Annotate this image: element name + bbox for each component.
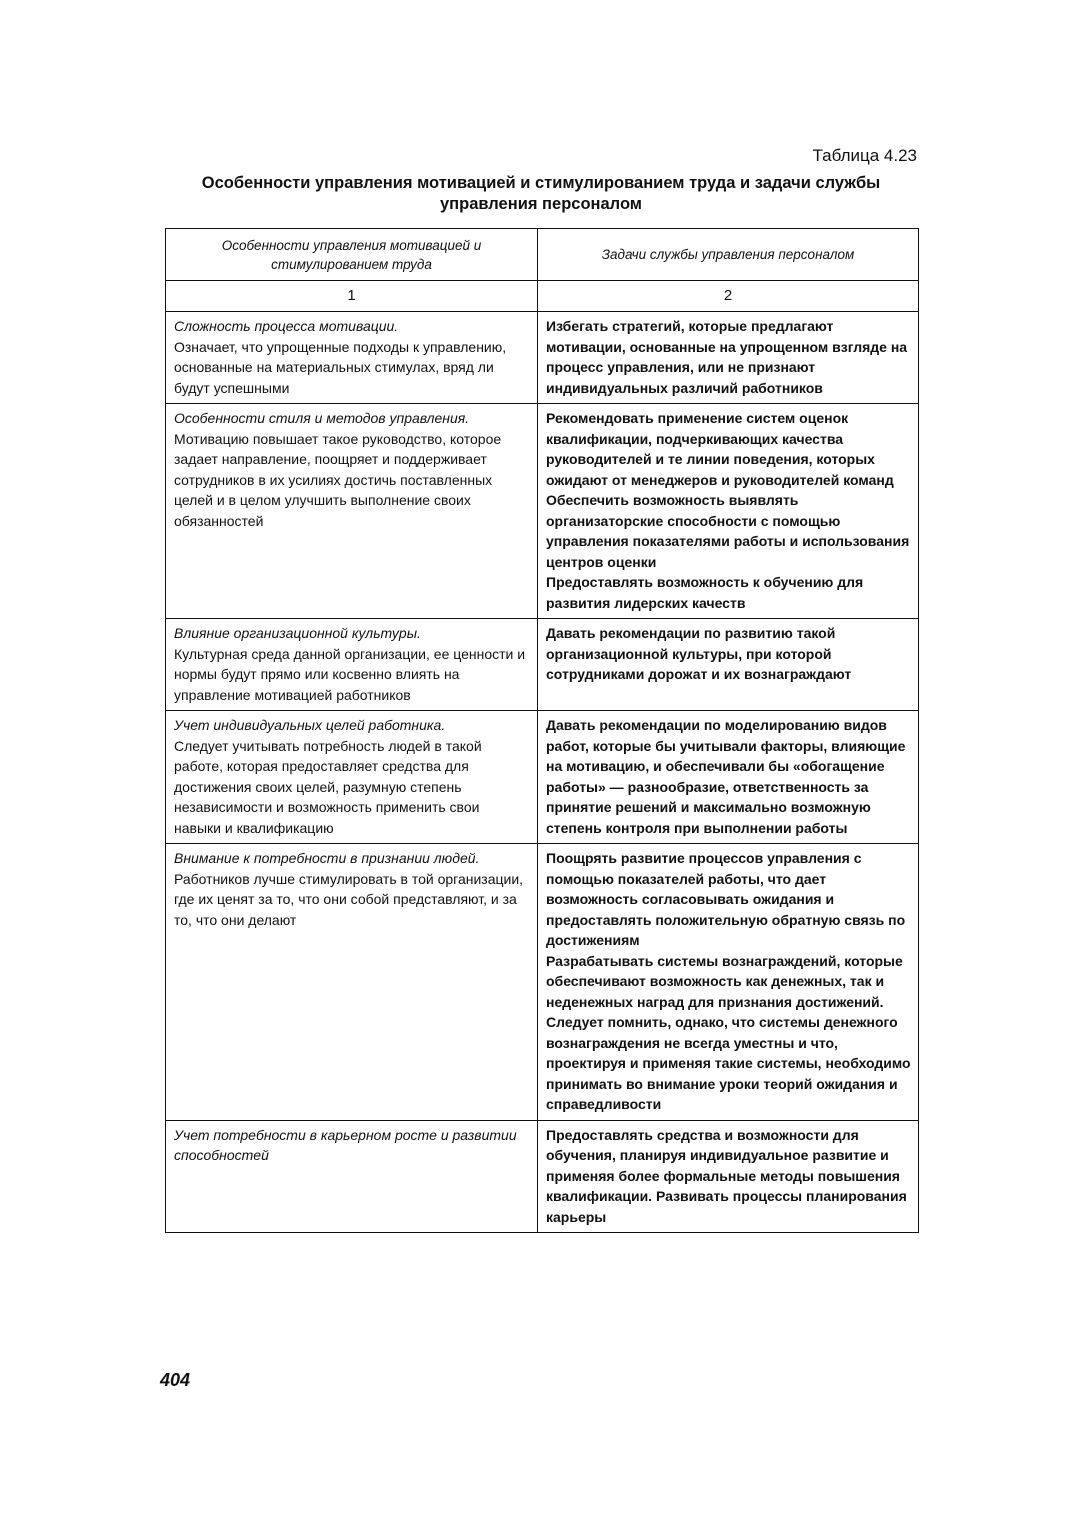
task-text: Предоставлять возможность к обучению для развития лидерских качеств bbox=[546, 574, 864, 611]
task-text: Разрабатывать системы вознаграждений, которые обеспечивают возможность как денежных, так и неденежных наград для признания достижений. Следует помнить, однако, что системы денежного вознаграждения не всегда уместны и что, проектируя и применяя такие системы, необходимо принимать во внимание уроки теорий ожидания и справедливости bbox=[546, 952, 911, 1112]
table-row bbox=[166, 711, 919, 844]
feature-title: Особенности стиля и методов управления. bbox=[174, 410, 470, 426]
feature-cell bbox=[166, 404, 538, 619]
feature-text: Работников лучше стимулировать в той организации, где их ценят за то, что они собой представляют, и за то, что они делают bbox=[174, 870, 524, 928]
feature-text: Следует учитывать потребность людей в такой работе, которая предоставляет средства для достижения своих целей, разумную степень независимости и возможность применить свои навыки и квалификацию bbox=[174, 737, 482, 836]
feature-cell bbox=[166, 1120, 538, 1233]
table-row bbox=[166, 404, 919, 619]
feature-title: Влияние организационной культуры. bbox=[174, 625, 421, 641]
task-text: Давать рекомендации по моделированию видов работ, которые бы учитывали факторы, влияющие на мотивацию, и обеспечивали бы «обогащение работы» — разнообразие, ответственность за принятие решений и максимально возможную степень контроля при выполнении работы bbox=[546, 717, 906, 836]
feature-cell bbox=[166, 711, 538, 844]
feature-text: Мотивацию повышает такое руководство, которое задает направление, поощряет и поддерживает сотрудников в их усилиях достичь поставленных целей и в целом улучшить выполнение своих обязанностей bbox=[174, 430, 502, 529]
table-row bbox=[166, 619, 919, 711]
task-text: Обеспечить возможность выявлять организаторские способности с помощью управления показателями работы и использования центров оценки bbox=[546, 492, 910, 570]
feature-cell bbox=[166, 312, 538, 404]
column-number-1: 1 bbox=[166, 281, 538, 312]
table-header-row bbox=[166, 229, 919, 281]
feature-title: Учет потребности в карьерном росте и развитии способностей bbox=[174, 1126, 517, 1163]
feature-title: Внимание к потребности в признании людей. bbox=[174, 850, 480, 866]
column-number-row bbox=[166, 281, 919, 312]
task-text: Рекомендовать применение систем оценок квалификации, подчеркивающих качества руководителей и те линии поведения, которых ожидают от менеджеров и руководителей команд bbox=[546, 410, 894, 488]
table-title: Особенности управления мотивацией и стимулированием труда и задачи службы управления персоналом bbox=[201, 174, 881, 213]
table-number: Таблица 4.23 bbox=[812, 146, 917, 165]
tasks-cell bbox=[538, 711, 919, 844]
feature-title: Сложность процесса мотивации. bbox=[174, 318, 399, 334]
tasks-cell bbox=[538, 404, 919, 619]
tasks-cell bbox=[538, 619, 919, 711]
feature-cell bbox=[166, 844, 538, 1121]
task-text: Предоставлять средства и возможности для обучения, планируя индивидуальное развитие и применяя более формальные методы повышения квалификации. Развивать процессы планирования карьеры bbox=[546, 1126, 907, 1225]
tasks-cell bbox=[538, 1120, 919, 1233]
tasks-cell bbox=[538, 844, 919, 1121]
column-number-2: 2 bbox=[538, 281, 919, 312]
table-row bbox=[166, 844, 919, 1121]
feature-text: Означает, что упрощенные подходы к управлению, основанные на материальных стимулах, вряд ли будут успешными bbox=[174, 338, 507, 396]
table-row bbox=[166, 312, 919, 404]
motivation-table bbox=[165, 228, 919, 1233]
table-row bbox=[166, 1120, 919, 1233]
feature-title: Учет индивидуальных целей работника. bbox=[174, 717, 446, 733]
task-text: Давать рекомендации по развитию такой организационной культуры, при которой сотрудниками дорожат и их вознаграждают bbox=[546, 625, 852, 682]
header-col1: Особенности управления мотивацией и стимулированием труда bbox=[166, 229, 538, 281]
tasks-cell bbox=[538, 312, 919, 404]
header-col2: Задачи службы управления персоналом bbox=[538, 229, 919, 281]
feature-text: Культурная среда данной организации, ее ценности и нормы будут прямо или косвенно влиять на управление мотивацией работников bbox=[174, 645, 526, 703]
feature-cell bbox=[166, 619, 538, 711]
page-number: 404 bbox=[160, 1370, 191, 1390]
task-text: Избегать стратегий, которые предлагают мотивации, основанные на упрощенном взгляде на процесс управления, или не признают индивидуальных различий работников bbox=[546, 318, 908, 396]
task-text: Поощрять развитие процессов управления с помощью показателей работы, что дает возможность согласовывать ожидания и предоставлять положительную обратную связь по достижениям bbox=[546, 850, 906, 948]
